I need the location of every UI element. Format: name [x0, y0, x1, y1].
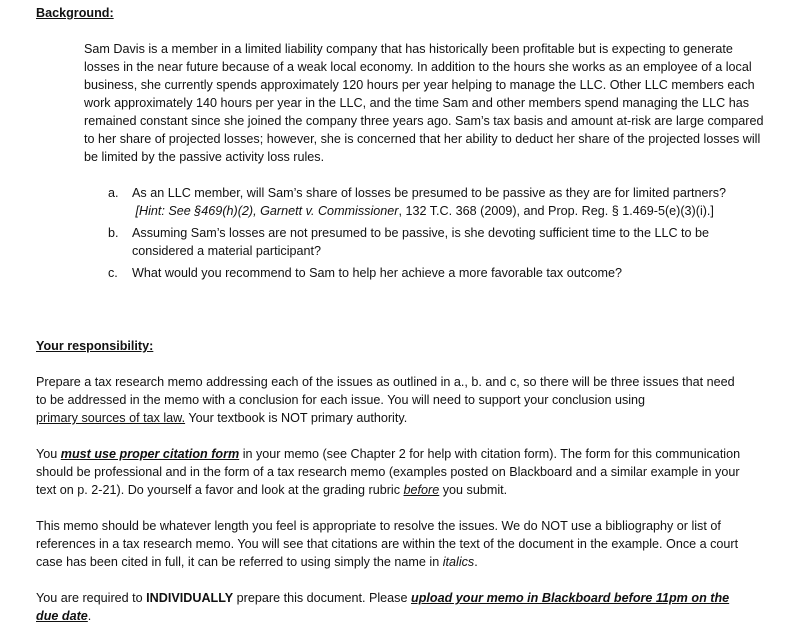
list-item-c [108, 264, 758, 282]
memo-instructions-paragraph [36, 373, 748, 427]
item-text: What would you recommend to Sam to help her achieve a more favorable tax outcome? [132, 266, 623, 280]
list-item-b [108, 224, 758, 260]
italics-word: italics [442, 555, 475, 569]
background-paragraph: Sam Davis is a member in a limited liability company that has historically been profitable but is expecting to generate losses in the near future because of a weak local economy. In addition to the hours she works as an employee of a local business, she currently spends approximately 120 hours per year helping to manage the LLC. Other LLC members each work approximately 140 hours per year in the LLC, and the time Sam and other members spend managing the LLC has remained constant since she joined the company three years ago. Sam’s tax basis and amount at-risk are large compared to her share of projected losses; however, she is concerned that her ability to deduct her share of the projected losses will be limited by the passive activity loss rules. [84, 42, 764, 164]
item-text: Assuming Sam’s losses are not presumed to be passive, is she devoting sufficient time to the LLC to be considered a material participant? [132, 226, 710, 258]
upload-emphasis: upload your memo in Blackboard before 11pm on the due date [36, 591, 730, 623]
submission-paragraph [36, 589, 748, 625]
hint-prefix: [Hint: See §469(h)(2), [135, 204, 257, 218]
background-heading: Background: [36, 6, 114, 20]
question-list [108, 184, 758, 282]
p2-start: You [36, 447, 61, 461]
p4-mid: prepare this document. Please [233, 591, 411, 605]
case-name: Garnett v. Commissioner [260, 204, 399, 218]
p1-text: Prepare a tax research memo addressing each of the issues as outlined in a., b. and c, so there will be three issues that need to be addressed in the memo with a conclusion for each issue. You will need to support your conclusion using [36, 375, 735, 407]
p2-mid: in your memo (see Chapter 2 for help with citation form). The form for this communication should be professional and in the form of a tax research memo (examples posted on Blackboard and a similar example in your text on p. 2-21). Do yourself a favor and look at the grading rubric [36, 447, 741, 497]
item-label: a. [108, 186, 119, 200]
citation-paragraph [36, 445, 748, 499]
p3-end: . [474, 555, 478, 569]
hint-suffix: , 132 T.C. 368 (2009), and Prop. Reg. § 1.469-5(e)(3)(i).] [398, 204, 714, 218]
item-text: As an LLC member, will Sam’s share of losses be presumed to be passive as they are for limited partners? [132, 186, 727, 200]
list-item-a [108, 184, 758, 220]
citation-emphasis: must use proper citation form [60, 447, 240, 461]
p4-start: You are required to [36, 591, 147, 605]
memo-length-paragraph [36, 517, 748, 571]
individually-emphasis: INDIVIDUALLY [146, 591, 234, 605]
p3-start: This memo should be whatever length you feel is appropriate to resolve the issues. We do NOT use a bibliography or list of references in a tax research memo. You will see that citations are within the text of the document in the example. Once a court case has been cited in full, it can be referred to using simply the name in [36, 519, 739, 569]
p4-end: . [87, 609, 92, 623]
p1-end: Your textbook is NOT primary authority. [185, 411, 408, 425]
primary-sources-text: primary sources of tax law. [36, 411, 186, 425]
p2-end: you submit. [439, 483, 508, 497]
item-label: b. [108, 226, 119, 240]
responsibility-heading: Your responsibility: [36, 339, 154, 353]
item-label: c. [108, 266, 118, 280]
before-emphasis: before [403, 483, 440, 497]
